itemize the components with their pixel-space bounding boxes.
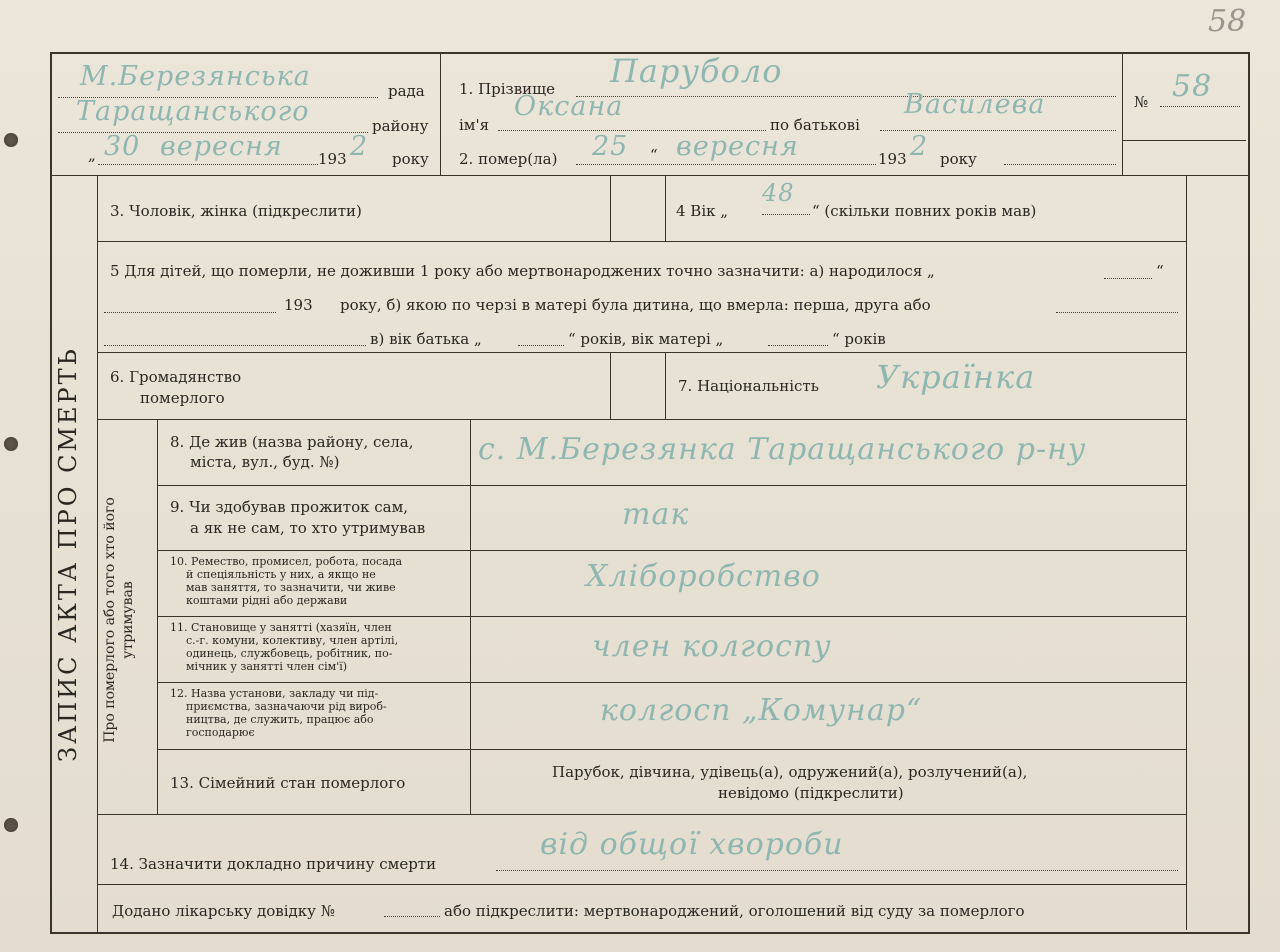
hw-nationality: Українка — [876, 358, 1036, 396]
citizenship-label: 6. Громадянство — [110, 368, 242, 386]
row10-label-2: й спеціяльність у них, а якщо не — [186, 568, 376, 581]
row5-line3-b: “ років, вік матері „ — [568, 330, 724, 348]
hw-row9: так — [622, 497, 690, 532]
hw-year: 2 — [350, 131, 369, 162]
corner-number: 58 — [1208, 4, 1247, 39]
rada-label: рада — [388, 82, 425, 100]
nationality-label: 7. Національність — [678, 377, 819, 395]
hw-died-month: вересня — [676, 131, 799, 162]
binder-hole — [4, 133, 18, 147]
died-quote: “ — [650, 146, 658, 164]
hw-rada: М.Березянська — [80, 61, 311, 92]
row13-options-2: невідомо (підкреслити) — [718, 784, 904, 802]
row10-label-4: коштами рідні або держави — [186, 594, 348, 607]
row12-label-3: ництва, де служить, працює або — [186, 713, 374, 726]
side-group-label: Про померлого або того хто його утримував — [102, 497, 136, 743]
hw-died-year: 2 — [910, 131, 929, 162]
row5-line1-close: “ — [1156, 262, 1164, 280]
row11-label-3: одинець, службовець, робітник, по- — [186, 647, 393, 660]
row5-line2-rest: року, б) якою по черзі в матері була дитина, що вмерла: перша, друга або — [340, 296, 931, 314]
hw-name: Оксана — [514, 91, 624, 122]
row13-options-1: Парубок, дівчина, удівець(а), одружений(а), розлучений(а), — [552, 763, 1028, 781]
row12-label-2: приємства, зазначаючи рід вироб- — [186, 700, 387, 713]
row9-label-1: 9. Чи здобував прожиток сам, — [170, 498, 409, 516]
row12-label-1: 12. Назва установи, закладу чи під- — [170, 687, 379, 700]
row8-label-1: 8. Де жив (назва району, села, — [170, 433, 414, 451]
row12-label-4: господарює — [186, 726, 255, 739]
row5-line3-a: в) вік батька „ — [370, 330, 482, 348]
rayon-label: району — [372, 117, 429, 135]
row9-label-2: а як не сам, то хто утримував — [190, 519, 426, 537]
row11-label-2: с.-г. комуни, колективу, член артілі, — [186, 634, 399, 647]
citizenship-label2: померлого — [140, 389, 225, 407]
hw-row12: колгосп „Комунар“ — [600, 693, 923, 728]
row10-label-1: 10. Ремество, промисел, робота, посада — [170, 555, 403, 568]
row13-label: 13. Сімейний стан померлого — [170, 774, 406, 792]
row11-label-1: 11. Становище у занятті (хазяїн, член — [170, 621, 392, 634]
row10-label-3: мав заняття, то зазначити, чи живе — [186, 581, 396, 594]
died-year-prefix: 193 — [878, 150, 907, 168]
hw-month: вересня — [160, 131, 283, 162]
hw-surname: Паруболо — [610, 52, 783, 90]
footer-pre: Додано лікарську довідку № — [112, 902, 335, 920]
hw-row10: Хліборобство — [586, 559, 821, 594]
hw-day: 30 — [104, 131, 141, 162]
hw-age: 48 — [762, 179, 795, 207]
sex-label: 3. Чоловік, жінка (підкреслити) — [110, 202, 362, 220]
surname-label: 1. Прізвище — [459, 80, 556, 98]
died-year-suffix: року — [940, 150, 977, 168]
row5-line1: 5 Для дітей, що померли, не доживши 1 року або мертвонароджених точно зазначити: а) народилося „ — [110, 262, 935, 280]
year-prefix: 193 — [318, 150, 347, 168]
row14-label: 14. Зазначити докладно причину смерти — [110, 855, 437, 873]
age-label-pre: 4 Вік „ — [676, 202, 729, 220]
footer-post: або підкреслити: мертвонароджений, оголошений від суду за померлого — [444, 902, 1025, 920]
hw-patronymic: Василева — [904, 89, 1046, 120]
age-label-post: “ (скільки повних років мав) — [812, 202, 1037, 220]
hw-rayon: Таращанського — [76, 96, 310, 127]
day-prefix: „ — [88, 146, 96, 164]
row5-line2-year: 193 — [284, 296, 313, 314]
binder-hole — [4, 818, 18, 832]
year-suffix: року — [392, 150, 429, 168]
died-label: 2. помер(ла) — [459, 150, 558, 168]
vertical-title: ЗАПИС АКТА ПРО СМЕРТЬ — [54, 346, 82, 762]
name-label: ім'я — [459, 116, 490, 134]
row5-line3-c: “ років — [832, 330, 886, 348]
hw-row14: від общої хвороби — [540, 827, 844, 862]
hw-row11: член колгоспу — [592, 629, 832, 664]
hw-died-day: 25 — [592, 131, 629, 162]
hw-number: 58 — [1172, 69, 1213, 104]
number-label: № — [1134, 93, 1149, 111]
row11-label-4: мічник у занятті член сім'ї) — [186, 660, 348, 673]
form-frame — [50, 52, 1250, 934]
patronymic-label: по батькові — [770, 116, 860, 134]
binder-hole — [4, 437, 18, 451]
row8-label-2: міста, вул., буд. №) — [190, 453, 340, 471]
hw-row8: с. М.Березянка Таращанського р-ну — [478, 432, 1087, 467]
